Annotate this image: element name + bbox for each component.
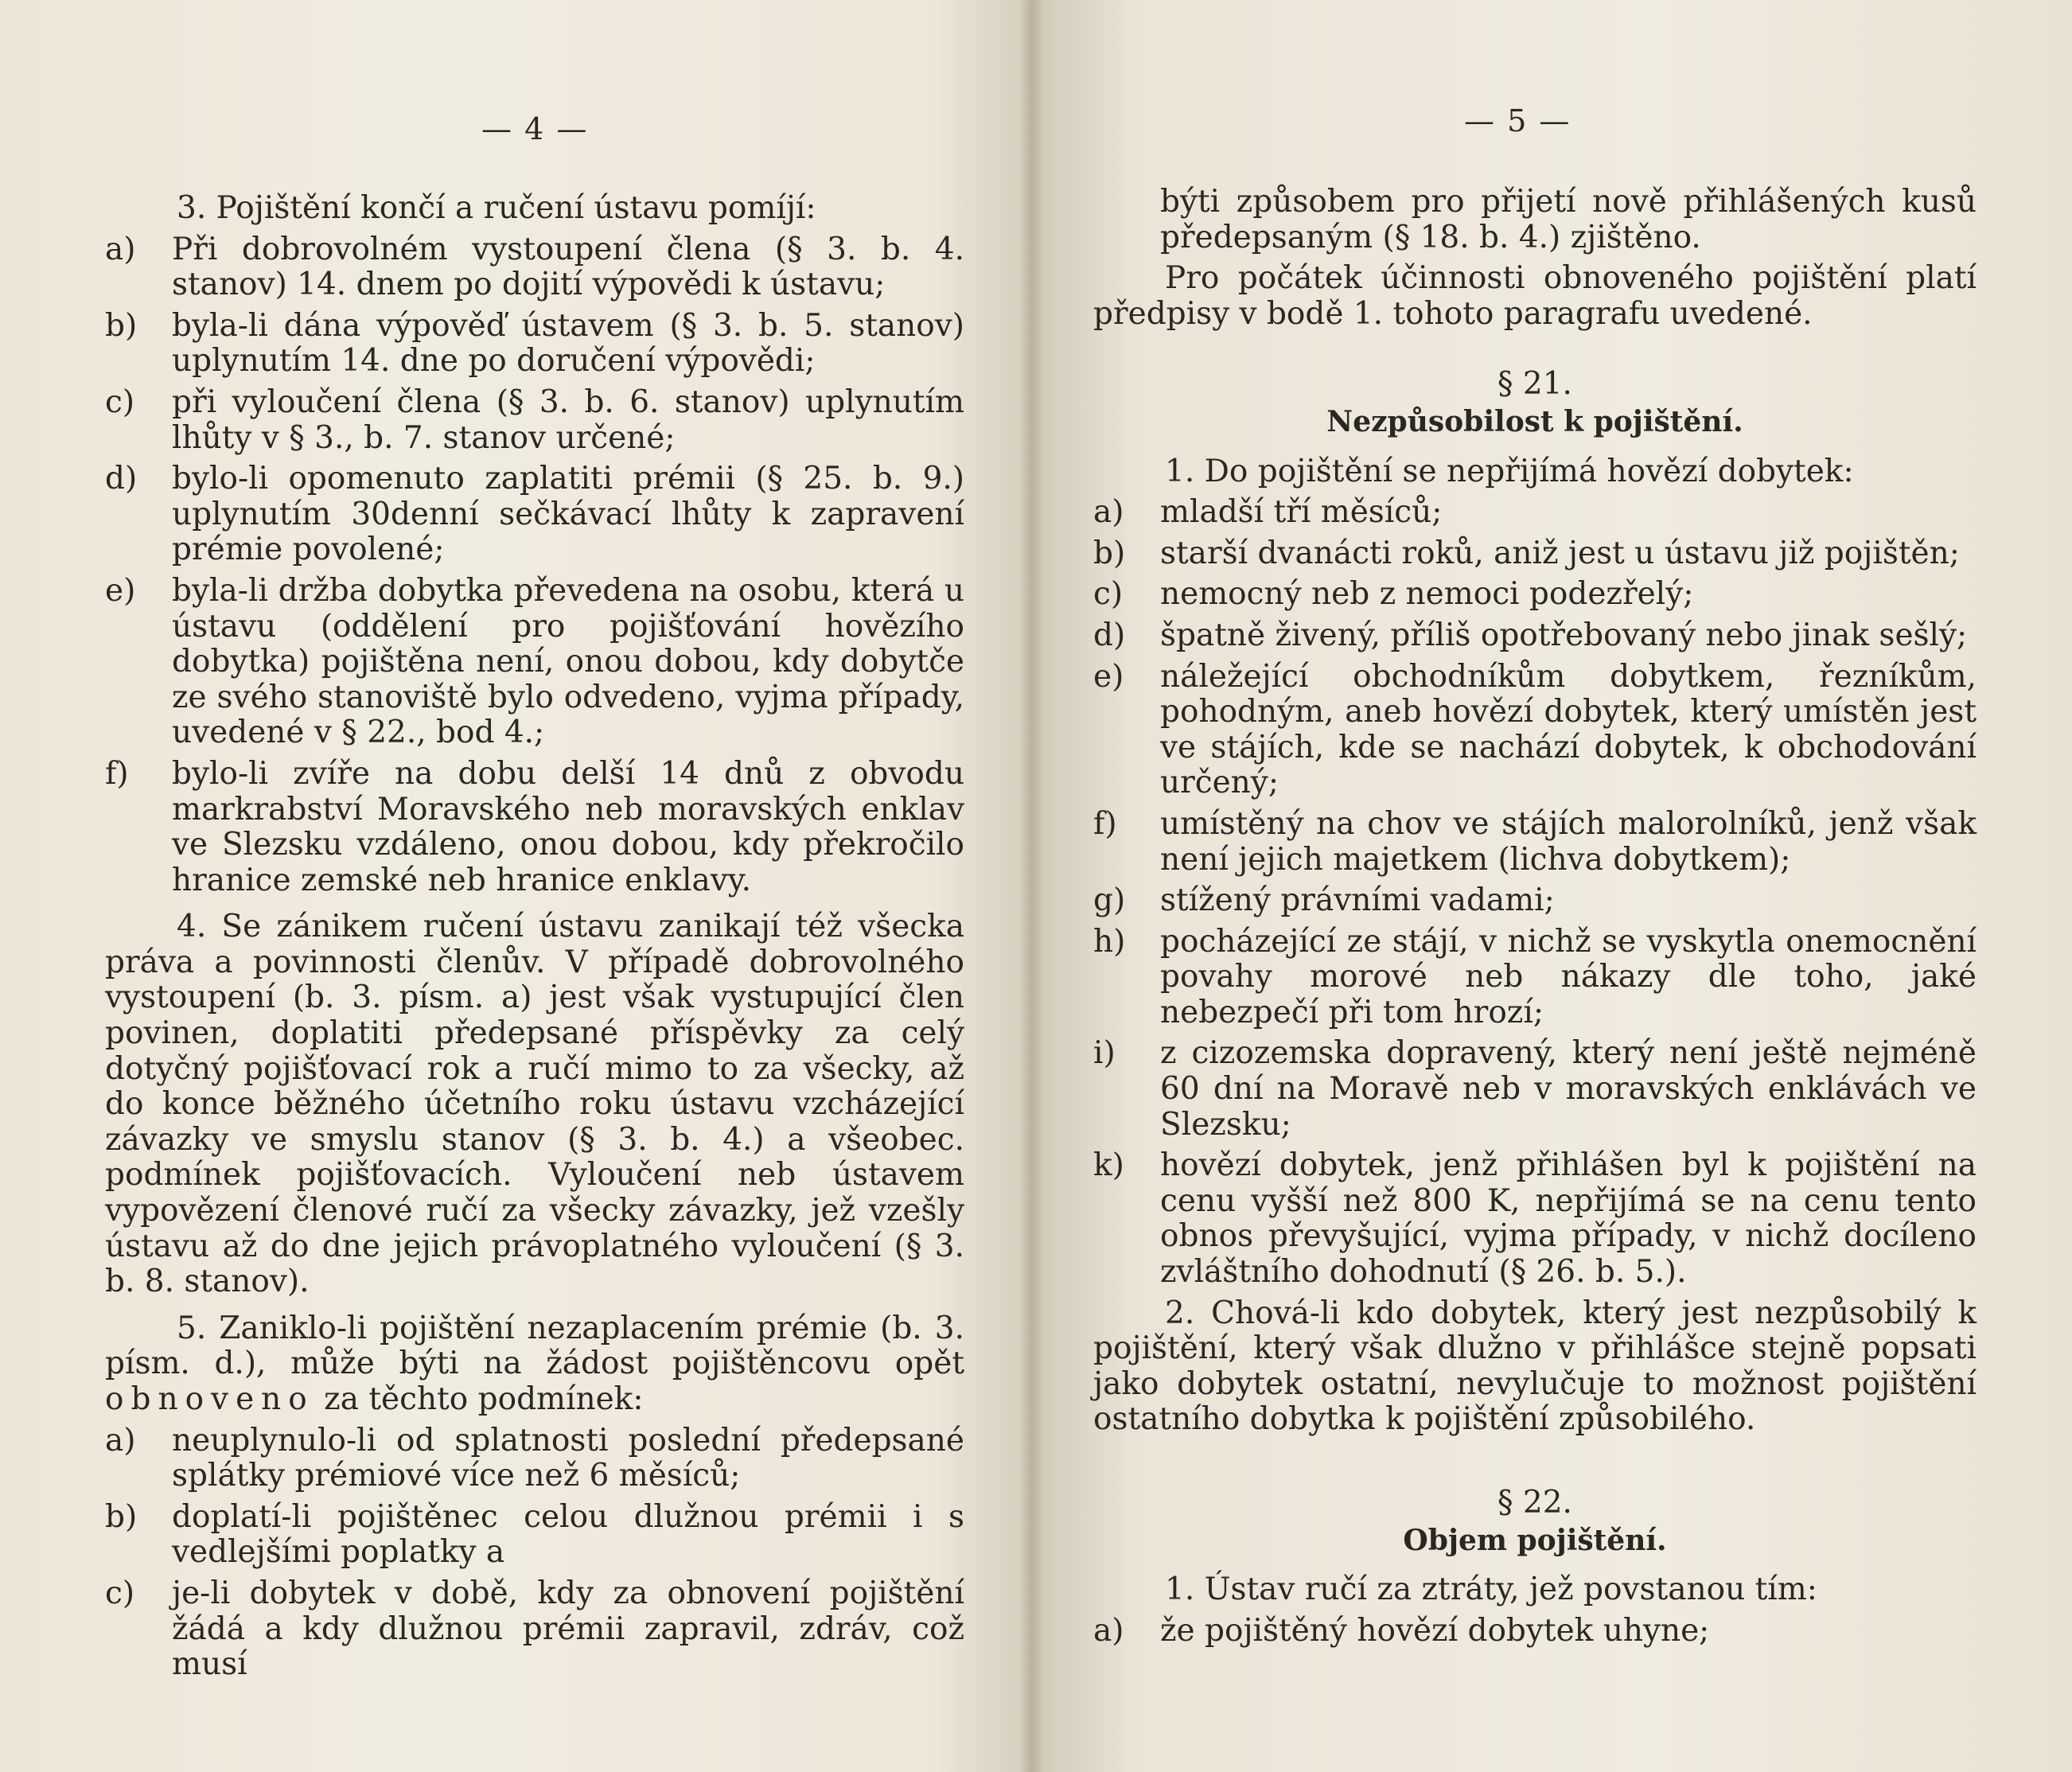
list-item: b) starší dvanácti roků, aniž jest u ústavu již pojištěn; <box>1093 535 1960 571</box>
section-21-intro: 1. Do pojištění se nepřijímá hovězí dobytek: <box>1165 453 1854 489</box>
list-item: e) náležející obchodníkům dobytkem, řezníkům, pohodným, aneb hovězí dobytek, který umístěn jest ve stájích, kde se nachází dobytek, k obchodování určený; <box>1093 658 1977 801</box>
section-number: § 22. <box>1498 1485 1572 1521</box>
page-number: — 5 — <box>1464 103 1572 138</box>
right-page <box>1034 0 2072 1772</box>
right-page-text <box>1093 185 1977 1654</box>
paragraph-5: 5. Zaniklo-li pojištění nezaplacením prémie (b. 3. písm. d.), může býti na žádost pojištěncovu opět obnoveno za těchto podmínek: <box>105 1310 964 1417</box>
list-item: c) nemocný neb z nemoci podezřelý; <box>1093 576 1694 613</box>
list-item: g) stížený právními vadami; <box>1093 882 1555 919</box>
section-number: § 21. <box>1498 366 1572 403</box>
list-item: d) bylo-li opomenuto zaplatiti prémii (§ 25. b. 9.) uplynutím 30denní sečkávací lhůty k zapravení prémie povolené; <box>105 461 964 568</box>
list-item: c) při vyloučení člena (§ 3. b. 6. stanov) uplynutím lhůty v § 3., b. 7. stanov určené; <box>105 384 964 456</box>
section-heading: Nezpůsobilost k pojištění. <box>1326 404 1743 438</box>
section-heading: Objem pojištění. <box>1403 1523 1667 1557</box>
list-item: i) z cizozemska dopravený, který není ještě nejméně 60 dní na Moravě neb v moravských enklávách ve Slezsku; <box>1093 1035 1977 1143</box>
spaced-word: obnoveno <box>105 1381 314 1417</box>
list-item: k) hovězí dobytek, jenž přihlášen byl k pojištění na cenu vyšší než 800 K, nepřijímá se na cenu tento obnos převyšující, vyjma případy, v nichž docíleno zvláštního dohodnutí (§ 26. b. 5.). <box>1093 1147 1977 1291</box>
list-22 <box>1093 1614 1977 1649</box>
paragraph-4: 4. Se zánikem ručení ústavu zanikají též všecka práva a povinnosti členův. V případě dobrovolného vystoupení (b. 3. písm. a) jest však vystupující člen povinen, doplatiti předepsané příspěvky za celý dotyčný pojišťovací rok a ručí mimo to za všecky, až do konce běžného účetního roku ústavu vzcházející závazky ve smyslu stanov (§ 3. b. 4.) a všeobec. podmínek pojišťovacích. Vyloučení neb ústavem vypovězení členové ručí za všecky závazky, jež vzešly ústavu až do dne jejich právoplatného vyloučení (§ 3. b. 8. stanov). <box>105 909 964 1300</box>
continuation-text: býti způsobem pro přijetí nově přihlášených kusů předepsaným (§ 18. b. 4.) zjištěno. <box>1160 184 1977 255</box>
page-number: — 4 — <box>481 111 589 146</box>
list-item: b) byla-li dána výpověď ústavem (§ 3. b. 5. stanov) uplynutím 14. dne po doručení výpovědi; <box>105 307 964 380</box>
list-3 <box>105 232 964 899</box>
list-item: d) špatně živený, příliš opotřebovaný nebo jinak sešlý; <box>1093 617 1968 653</box>
left-page-text <box>105 191 964 1688</box>
list-item: a) mladší tří měsíců; <box>1093 494 1443 531</box>
section-21-paragraph-2: 2. Chová-li kdo dobytek, který jest nezpůsobilý k pojištění, který však dlužno v přihlášce stejně popsati jako dobytek ostatní, nevylučuje to možnost pojištění ostatního dobytka k pojištění způsobilého. <box>1093 1295 1977 1438</box>
list-item: c) je-li dobytek v době, kdy za obnovení pojištění žádá a kdy dlužnou prémii zapravil, zdráv, což musí <box>105 1575 964 1683</box>
paragraph-continuation: Pro počátek účinnosti obnoveného pojištění platí předpisy v bodě 1. tohoto paragrafu uvedené. <box>1093 260 1977 332</box>
list-item: f) umístěný na chov ve stájích malorolníků, jenž však není jejich majetkem (lichva dobytkem); <box>1093 805 1977 878</box>
list-item: b) doplatí-li pojištěnec celou dlužnou prémii i s vedlejšími poplatky a <box>105 1498 964 1571</box>
list-item: a) že pojištěný hovězí dobytek uhyne; <box>1093 1612 1710 1649</box>
section-22-intro: 1. Ústav ručí za ztráty, jež povstanou tím: <box>1165 1571 1817 1608</box>
list-item: h) pocházející ze stájí, v nichž se vyskytla onemocnění povahy morové neb nákazy dle toho, jaké nebezpečí při tom hrozí; <box>1093 923 1977 1030</box>
list-item: e) byla-li držba dobytka převedena na osobu, která u ústavu (oddělení pro pojišťování hovězího dobytka) pojištěna není, onou dobou, kdy dobytče ze svého stanoviště bylo odvedeno, vyjma případy, uvedené v § 22., bod 4.; <box>105 572 964 751</box>
left-page <box>0 0 1026 1772</box>
list-21 <box>1093 495 1977 1290</box>
list-item: a) Při dobrovolném vystoupení člena (§ 3. b. 4. stanov) 14. dnem po dojití výpovědi k ústavu; <box>105 231 964 303</box>
list-5 <box>105 1423 964 1683</box>
list-item: f) bylo-li zvíře na dobu delší 14 dnů z obvodu markrabství Moravského neb moravských enklav ve Slezsku vzdáleno, onou dobou, kdy překročilo hranice zemské neb hranice enklavy. <box>105 755 964 898</box>
paragraph-3-intro: 3. Pojištění končí a ručení ústavu pomíjí: <box>177 190 816 226</box>
list-item: a) neuplynulo-li od splatnosti poslední předepsané splátky prémiové více než 6 měsíců; <box>105 1422 964 1494</box>
